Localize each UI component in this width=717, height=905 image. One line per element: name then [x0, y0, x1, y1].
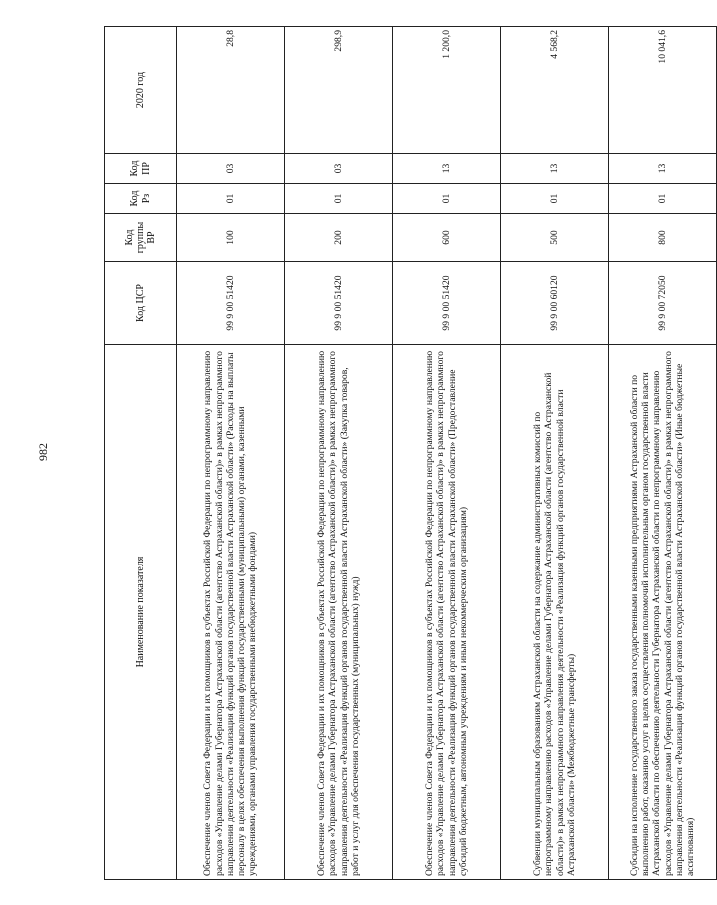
row-csr: 99 9 00 51420: [393, 262, 501, 345]
row-amount: 1 200,0: [393, 27, 501, 154]
header-pr: Код ПР: [105, 154, 177, 184]
table-row: [609, 27, 717, 880]
row-name: Субвенции муниципальным образованиям Астраханской области на содержание административных комиссий по непрограммному направлению расходов «Управление делами Губернатора Астраханской области (агентство Астраханской области)» в рамках непрограммного направления деятельности «Реализация функций органов государственной власти Астраханской области» (Межбюджетные трансферты): [501, 345, 609, 880]
row-pr: 13: [501, 154, 609, 184]
header-name: Наименование показателя: [105, 345, 177, 880]
row-csr: 99 9 00 51420: [177, 262, 285, 345]
row-amount: 10 041,6: [609, 27, 717, 154]
table-row: [285, 27, 393, 880]
row-name: Обеспечение членов Совета Федерации и их помощников в субъектах Российской Федерации по непрограммному направлению расходов «Управление делами Губернатора Астраханской области (агентство Астраханской области)» в рамках непрограммного направления деятельности «Реализация функций органов государственной власти Астраханской области» (Предоставление субсидий бюджетным, автономным учреждениям и иным некоммерческим организациям): [393, 345, 501, 880]
row-vr: 500: [501, 214, 609, 262]
row-name: Обеспечение членов Совета Федерации и их помощников в субъектах Российской Федерации по непрограммному направлению расходов «Управление делами Губернатора Астраханской области (агентство Астраханской области)» в рамках непрограммного направления деятельности «Реализация функций органов государственной власти Астраханской области» (Закупка товаров, работ и услуг для обеспечения государственных (муниципальных) нужд): [285, 345, 393, 880]
row-rz: 01: [609, 184, 717, 214]
row-vr: 200: [285, 214, 393, 262]
row-csr: 99 9 00 51420: [285, 262, 393, 345]
budget-table: [104, 26, 717, 880]
row-pr: 13: [393, 154, 501, 184]
header-rz: Код Рз: [105, 184, 177, 214]
table-row: [501, 27, 609, 880]
row-pr: 03: [285, 154, 393, 184]
page-number: 982: [36, 443, 50, 461]
row-amount: 28,8: [177, 27, 285, 154]
row-amount: 298,9: [285, 27, 393, 154]
row-rz: 01: [285, 184, 393, 214]
row-vr: 100: [177, 214, 285, 262]
row-vr: 800: [609, 214, 717, 262]
row-pr: 03: [177, 154, 285, 184]
header-csr: Код ЦСР: [105, 262, 177, 345]
row-name: Обеспечение членов Совета Федерации и их помощников в субъектах Российской Федерации по непрограммному направлению расходов «Управление делами Губернатора Астраханской области (агентство Астраханской области)» в рамках непрограммного направления деятельности «Реализация функций органов государственной власти Астраханской области» (Расходы на выплаты персоналу в целях обеспечения выполнения функций государственными (муниципальными) органами, казенными учреждениями, органами управления государственными внебюджетными фондами): [177, 345, 285, 880]
row-rz: 01: [501, 184, 609, 214]
row-vr: 600: [393, 214, 501, 262]
row-amount: 4 568,2: [501, 27, 609, 154]
header-vr: Код группы ВР: [105, 214, 177, 262]
row-csr: 99 9 00 72050: [609, 262, 717, 345]
rotated-table-container: [104, 27, 696, 880]
table-header-row: [105, 27, 177, 880]
row-pr: 13: [609, 154, 717, 184]
table-row: [393, 27, 501, 880]
row-csr: 99 9 00 60120: [501, 262, 609, 345]
row-name: Субсидии на исполнение государственного заказа государственными казенными предприятиями Астраханской области по выполнению работ, оказанию услуг в целях осуществления полномочий исполнительным органом государственной власти Астраханской области по обеспечению деятельности Губернатора Астраханской области по непрограммному направлению расходов «Управление делами Губернатора Астраханской области (агентство Астраханской области)» в рамках непрограммного направления деятельности «Реализация функций органов государственной власти Астраханской области» (Иные бюджетные ассигнования): [609, 345, 717, 880]
table-row: [177, 27, 285, 880]
row-rz: 01: [177, 184, 285, 214]
header-year: 2020 год: [105, 27, 177, 154]
row-rz: 01: [393, 184, 501, 214]
